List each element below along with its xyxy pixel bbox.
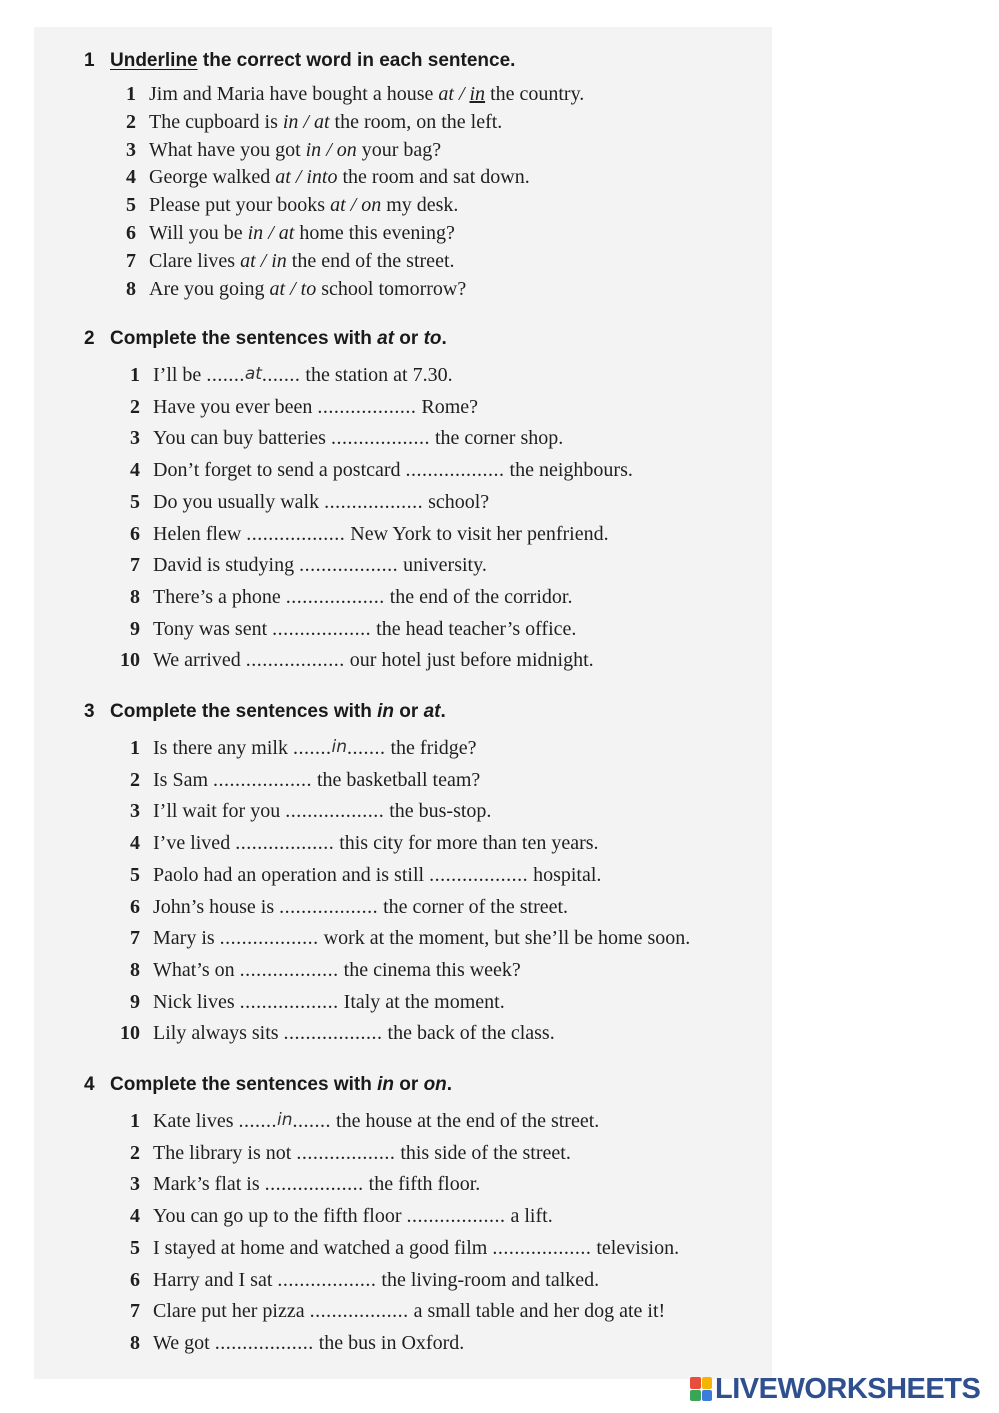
sentence-end: the fridge?	[385, 737, 477, 759]
sentence-end: this side of the street.	[395, 1141, 571, 1164]
answer-gap-left: .......	[238, 1110, 278, 1132]
sentence-item	[116, 491, 489, 514]
sentence-start: Do you usually walk	[153, 490, 325, 513]
item-number: 3	[130, 1173, 140, 1196]
item-number: 1	[130, 737, 140, 759]
answer-gap-right: .......	[346, 737, 386, 759]
example-answer: in	[277, 1110, 293, 1130]
sentence-item	[116, 927, 690, 950]
answer-blank[interactable]: ..................	[235, 832, 335, 855]
answer-blank[interactable]: ..................	[317, 395, 417, 418]
item-number: 2	[126, 110, 136, 133]
liveworksheets-icon	[690, 1377, 712, 1401]
answer-blank[interactable]: ..................	[219, 927, 319, 950]
sentence-item	[122, 222, 455, 245]
sentence-start: George walked	[149, 166, 276, 189]
sentence-end: university.	[398, 554, 487, 577]
item-number: 9	[130, 617, 140, 640]
sentence-end: this city for more than ten years.	[334, 832, 599, 855]
sentence-end: the bus-stop.	[384, 800, 492, 823]
sentence-end: the cinema this week?	[338, 958, 521, 981]
sentence-end: home this evening?	[294, 222, 455, 244]
answer-blank[interactable]: ..................	[283, 1022, 383, 1045]
option-1: in	[282, 110, 299, 133]
item-number: 8	[130, 958, 140, 981]
sentence-item	[116, 832, 599, 855]
sentence-item	[122, 111, 502, 134]
sentence-item	[120, 1110, 599, 1133]
sentence-start: Please put your books	[149, 194, 331, 217]
sentence-item	[116, 396, 478, 419]
sentence-start: Will you be	[149, 222, 248, 244]
item-number: 5	[130, 863, 140, 886]
example-answer: at	[244, 364, 262, 384]
sentence-item	[116, 800, 491, 823]
sentence-start: Helen flew	[153, 522, 247, 545]
sentence-start: There’s a phone	[153, 585, 286, 608]
item-number: 6	[130, 895, 140, 918]
sentence-item	[116, 896, 568, 919]
sentence-start: I’ve lived	[153, 832, 236, 855]
sentence-end: the neighbours.	[504, 459, 633, 482]
answer-blank[interactable]: ..................	[492, 1236, 592, 1259]
answer-gap-left: .......	[292, 737, 332, 759]
sentence-start: Tony was sent	[153, 617, 273, 640]
sentence-end: school tomorrow?	[316, 277, 467, 300]
sentence-end: Rome?	[416, 395, 479, 418]
answer-blank[interactable]: ..................	[239, 990, 339, 1013]
sentence-start: You can go up to the fifth floor	[153, 1205, 407, 1228]
sentence-item	[116, 864, 601, 887]
answer-blank[interactable]: ..................	[245, 649, 345, 672]
option-separator: /	[263, 222, 279, 244]
item-number: 3	[130, 427, 140, 450]
option-2: on	[361, 194, 382, 217]
sentence-item	[120, 1142, 571, 1165]
item-number: 8	[126, 277, 136, 300]
sentence-item	[120, 1205, 553, 1228]
answer-blank[interactable]: ..................	[285, 800, 385, 823]
sentence-start: Lily always sits	[153, 1022, 284, 1045]
item-number: 4	[126, 166, 136, 189]
item-number: 7	[130, 1300, 140, 1323]
sentence-start: Mark’s flat is	[153, 1173, 265, 1196]
sentence-item	[120, 1300, 665, 1323]
sentence-item	[120, 1237, 679, 1260]
option-1: in	[247, 222, 264, 244]
item-number: 6	[130, 1268, 140, 1291]
option-2: into	[306, 166, 338, 189]
sentence-start: Nick lives	[153, 990, 240, 1013]
sentence-end: the living-room and talked.	[376, 1268, 600, 1291]
item-number: 9	[130, 990, 140, 1013]
exercise-4-heading: 4 Complete the sentences with in or on.	[84, 1074, 453, 1095]
sentence-end: my desk.	[381, 194, 459, 217]
sentence-end: school?	[423, 490, 490, 513]
answer-blank[interactable]: ..................	[277, 1268, 377, 1291]
answer-blank[interactable]: ..................	[309, 1300, 409, 1323]
sentence-end: the country.	[485, 83, 585, 105]
sentence-start: Harry and I sat	[153, 1268, 278, 1291]
option-1: at	[438, 83, 454, 105]
sentence-item	[116, 586, 572, 609]
sentence-item	[116, 427, 563, 450]
sentence-item	[116, 769, 480, 792]
option-separator: /	[321, 138, 337, 161]
item-number: 4	[130, 1205, 140, 1228]
option-separator: /	[255, 249, 272, 272]
sentence-start: We arrived	[153, 649, 246, 672]
answer-gap-right: .......	[292, 1110, 332, 1132]
option-separator: /	[285, 277, 301, 300]
option-separator: /	[290, 166, 307, 189]
sentence-end: our hotel just before midnight.	[344, 649, 594, 672]
sentence-start: Is there any milk	[153, 737, 293, 759]
item-number: 5	[130, 1236, 140, 1259]
sentence-item	[116, 364, 453, 387]
answer-blank[interactable]: ..................	[213, 768, 312, 791]
option-1: at	[330, 194, 346, 217]
sentence-item	[122, 139, 441, 162]
sentence-start: The cupboard is	[149, 110, 283, 133]
sentence-end: the basketball team?	[312, 768, 481, 791]
option-2: at	[313, 110, 330, 133]
item-number: 8	[130, 1331, 140, 1354]
sentence-start: What’s on	[153, 958, 240, 981]
item-number: 6	[130, 522, 140, 545]
sentence-start: Don’t forget to send a postcard	[153, 459, 406, 482]
answer-blank[interactable]: ..................	[246, 522, 346, 545]
answer-blank[interactable]: ..................	[324, 490, 424, 513]
sentence-end: hospital.	[528, 863, 602, 886]
sentence-item	[122, 166, 530, 189]
sentence-start: I stayed at home and watched a good film	[153, 1236, 493, 1259]
sentence-item	[116, 523, 609, 546]
sentence-end: television.	[591, 1236, 680, 1259]
sentence-start: Kate lives	[153, 1110, 239, 1132]
answer-blank[interactable]: ..................	[279, 895, 379, 918]
item-number: 10	[120, 1022, 140, 1045]
sentence-item	[120, 1332, 464, 1355]
item-number: 4	[130, 832, 140, 855]
sentence-start: Paolo had an operation and is still	[153, 863, 430, 886]
sentence-item	[120, 1269, 599, 1292]
item-number: 3	[126, 138, 136, 161]
sentence-item	[116, 737, 477, 760]
sentence-start: Mary is	[153, 927, 220, 950]
item-number: 7	[130, 554, 140, 577]
option-2: at	[278, 222, 295, 244]
item-number: 3	[130, 800, 140, 823]
item-number: 1	[130, 1110, 140, 1132]
sentence-item	[116, 1022, 555, 1045]
sentence-item	[122, 83, 584, 106]
sentence-item	[116, 459, 633, 482]
sentence-start: David is studying	[153, 554, 300, 577]
answer-blank[interactable]: ..................	[239, 958, 339, 981]
sentence-end: a small table and her dog ate it!	[408, 1300, 666, 1323]
sentence-end: a lift.	[505, 1205, 553, 1228]
sentence-start: Have you ever been	[153, 395, 318, 418]
item-number: 7	[126, 249, 136, 272]
sentence-start: I’ll be	[153, 364, 207, 386]
sentence-end: the end of the street.	[286, 249, 455, 272]
liveworksheets-logo[interactable]	[690, 1374, 980, 1404]
option-1: at	[240, 249, 256, 272]
sentence-start: Clare lives	[149, 249, 241, 272]
answer-blank[interactable]: ..................	[299, 554, 399, 577]
sentence-end: the corner shop.	[429, 427, 564, 450]
item-number: 2	[130, 768, 140, 791]
sentence-item	[122, 250, 455, 273]
sentence-item	[116, 649, 594, 672]
option-separator: /	[298, 110, 314, 133]
answer-blank[interactable]: ..................	[296, 1141, 396, 1164]
answer-blank[interactable]: ..................	[405, 459, 505, 482]
sentence-item	[122, 278, 466, 301]
sentence-end: the end of the corridor.	[384, 585, 573, 608]
answer-gap-right: .......	[261, 364, 301, 386]
item-number: 2	[130, 395, 140, 418]
item-number: 1	[130, 364, 140, 386]
option-2: on	[336, 138, 357, 161]
answer-blank[interactable]: ..................	[214, 1331, 314, 1354]
item-number: 4	[130, 459, 140, 482]
option-1: at	[269, 277, 286, 300]
sentence-end: New York to visit her penfriend.	[345, 522, 609, 545]
sentence-start: Jim and Maria have bought a house	[149, 83, 439, 105]
option-1: in	[305, 138, 322, 161]
sentence-end: the house at the end of the street.	[331, 1110, 600, 1132]
sentence-start: Is Sam	[153, 768, 213, 791]
sentence-start: You can buy batteries	[153, 427, 331, 450]
item-number: 5	[126, 194, 136, 217]
sentence-item	[116, 618, 576, 641]
sentence-start: Clare put her pizza	[153, 1300, 310, 1323]
item-number: 10	[120, 649, 140, 672]
sentence-start: We got	[153, 1331, 215, 1354]
sentence-end: the bus in Oxford.	[313, 1331, 465, 1354]
sentence-start: What have you got	[149, 138, 306, 161]
sentence-item	[116, 959, 521, 982]
item-number: 5	[130, 490, 140, 513]
option-separator: /	[453, 83, 470, 105]
sentence-end: your bag?	[356, 138, 442, 161]
option-2: in	[469, 83, 486, 105]
sentence-start: Are you going	[149, 277, 270, 300]
sentence-item	[120, 1173, 480, 1196]
sentence-end: the room and sat down.	[337, 166, 530, 189]
answer-blank[interactable]: ..................	[406, 1205, 506, 1228]
exercise-3-heading: 3 Complete the sentences with in or at.	[84, 701, 446, 722]
item-number: 6	[126, 222, 136, 244]
sentence-end: the fifth floor.	[363, 1173, 481, 1196]
option-2: to	[300, 277, 317, 300]
worksheet-page	[34, 27, 772, 1379]
sentence-start: I’ll wait for you	[153, 800, 286, 823]
sentence-item	[116, 991, 505, 1014]
sentence-end: the station at 7.30.	[300, 364, 453, 386]
option-1: at	[275, 166, 291, 189]
answer-blank[interactable]: ..................	[330, 427, 430, 450]
sentence-item	[116, 554, 487, 577]
sentence-start: The library is not	[153, 1141, 297, 1164]
option-separator: /	[345, 194, 362, 217]
answer-gap-left: .......	[206, 364, 245, 386]
sentence-end: the back of the class.	[382, 1022, 555, 1045]
sentence-end: Italy at the moment.	[338, 990, 505, 1013]
option-2: in	[271, 249, 287, 272]
sentence-end: the room, on the left.	[329, 110, 503, 133]
exercise-2-heading: 2 Complete the sentences with at or to.	[84, 328, 447, 349]
answer-blank[interactable]: ..................	[285, 585, 385, 608]
example-answer: in	[331, 737, 347, 757]
sentence-end: the corner of the street.	[378, 895, 569, 918]
sentence-end: work at the moment, but she’ll be home soon.	[318, 927, 691, 950]
answer-blank[interactable]: ..................	[429, 863, 529, 886]
item-number: 7	[130, 927, 140, 950]
sentence-item	[122, 194, 458, 217]
item-number: 8	[130, 585, 140, 608]
sentence-end: the head teacher’s office.	[371, 617, 577, 640]
sentence-start: John’s house is	[153, 895, 280, 918]
answer-blank[interactable]: ..................	[272, 617, 372, 640]
item-number: 1	[126, 83, 136, 105]
answer-blank[interactable]: ..................	[264, 1173, 364, 1196]
item-number: 2	[130, 1141, 140, 1164]
exercise-1-heading: 1 Underline the correct word in each sentence.	[84, 50, 516, 71]
liveworksheets-wordmark: LIVEWORKSHEETS	[715, 1372, 981, 1405]
